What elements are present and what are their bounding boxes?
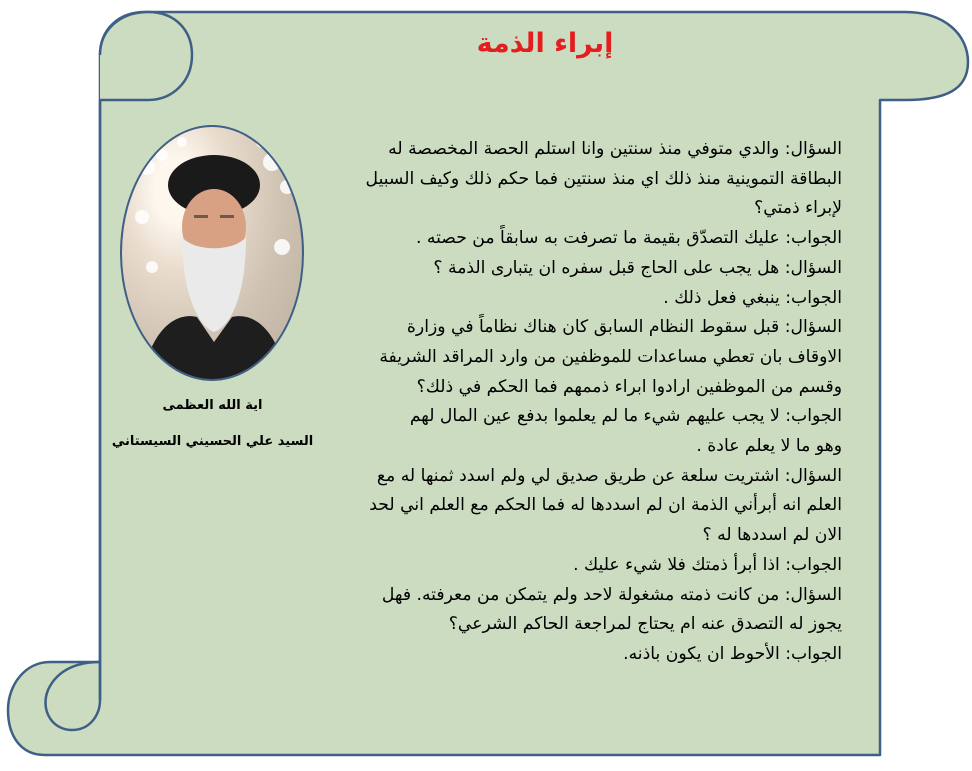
portrait-icon (122, 127, 302, 379)
text-line: الجواب: ينبغي فعل ذلك . (663, 287, 842, 308)
text-line: السؤال: اشتريت سلعة عن طريق صديق لي ولم اسدد ثمنها له مع (376, 465, 842, 486)
text-line: السؤال: هل يجب على الحاج قبل سفره ان يتبارى الذمة ؟ (433, 257, 842, 278)
text-line: وهو ما لا يعلم عادة . (696, 436, 842, 457)
text-line: العلم انه أبرأني الذمة ان لم اسددها له فما الحكم مع العلم اني لحد (369, 495, 842, 516)
text-line: الجواب: لا يجب عليهم شيء ما لم يعلموا بدفع عين المال لهم (409, 406, 842, 427)
text-line: السؤال: قبل سقوط النظام السابق كان هناك نظاماً في وزارة (406, 317, 842, 338)
page-title: إبراء الذمة (476, 28, 614, 59)
scroll-top-curl (100, 12, 192, 100)
text-line: السؤال: والدي متوفي منذ سنتين وانا استلم الحصة المخصصة له (388, 139, 842, 159)
text-line: الجواب: عليك التصدّق بقيمة ما تصرفت به سابقاً من حصته . (415, 228, 842, 249)
text-line: لإبراء ذمتي؟ (754, 198, 842, 219)
text-line: الجواب: الأحوط ان يكون باذنه. (623, 643, 842, 664)
text-line: يجوز له التصدق عنه ام يحتاج لمراجعة الحاكم الشرعي؟ (448, 614, 842, 635)
text-line: الاوقاف بان تعطي مساعدات للموظفين من وارد المراقد الشريفة (379, 346, 842, 367)
portrait-image (120, 125, 304, 381)
text-line: الجواب: اذا أبرأ ذمتك فلا شيء عليك . (573, 554, 842, 575)
text-line: الان لم اسددها له ؟ (702, 525, 842, 546)
caption-name: السيد علي الحسيني السيستاني (111, 434, 314, 449)
text-line: وقسم من الموظفين ارادوا ابراء ذممهم فما الحكم في ذلك؟ (416, 376, 842, 397)
caption-title: اية الله العظمى (162, 398, 263, 413)
text-line: البطاقة التموينية منذ ذلك اي منذ سنتين فما حكم ذلك وكيف السبيل (365, 168, 842, 189)
text-line: السؤال: من كانت ذمته مشغولة لاحد ولم يتمكن من معرفته. فهل (381, 584, 842, 605)
qa-text (340, 135, 842, 670)
